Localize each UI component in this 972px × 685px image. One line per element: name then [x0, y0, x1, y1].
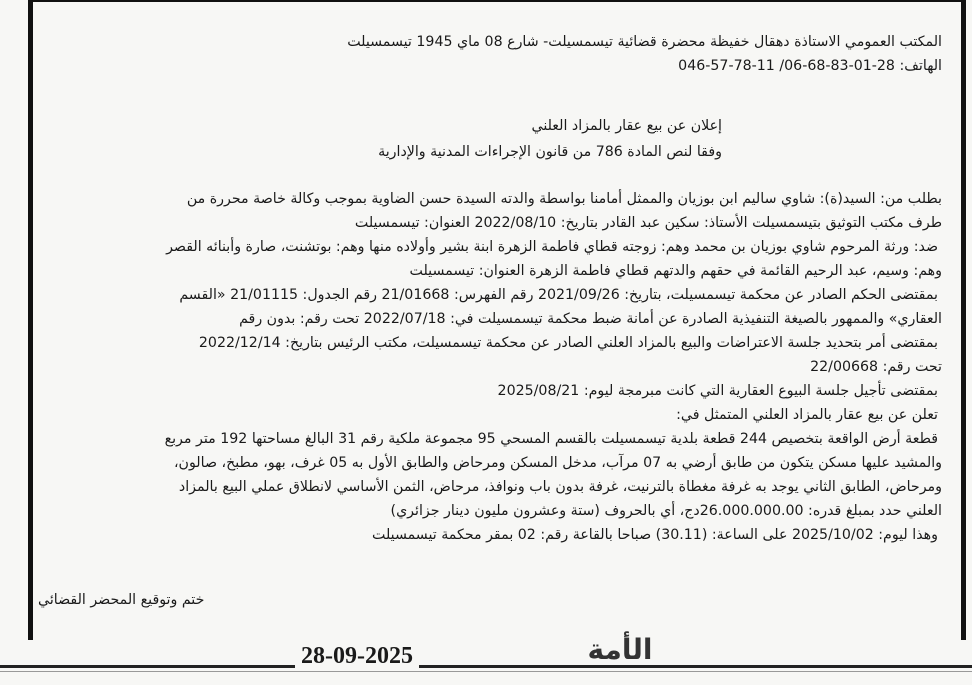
logo-text: الأمة [587, 632, 653, 666]
notice-title [378, 113, 722, 165]
body-line: العقاري» والممهور بالصيغة التنفيذية الصادرة عن أمانة ضبط محكمة تيسمسيلت في: 2022/07/18 تحت رقم: بدون رقم [239, 311, 942, 327]
body-line: وهم: وسيم، عبد الرحيم القائمة في حقهم والدتهم قطاي فاطمة الزهرة العنوان: تيسمسيلت [409, 263, 942, 279]
body-line: طرف مكتب التوثيق بتيسمسيلت الأستاذ: سكين عبد القادر بتاريخ: 2022/08/10 العنوان: تيسمسيلت [354, 215, 942, 231]
body-line: بمقتضى أمر بتحديد جلسة الاعتراضات والبيع بالمزاد العلني الصادر عن محكمة تيسمسيلت، مكتب الرئيس بتاريخ: 2022/12/14 [198, 335, 938, 351]
newspaper-logo [560, 634, 680, 664]
body-line: بمقتضى تأجيل جلسة البيوع العقارية التي كانت مبرمجة ليوم: 2025/08/21 [497, 383, 938, 399]
phone-label: الهاتف: [899, 58, 942, 74]
footer-rule [0, 665, 972, 668]
office-address: المكتب العمومي الاستاذة دهقال خفيظة محضرة قضائية تيسمسيلت- شارع 08 ماي 1945 تيسمسيلت [347, 34, 942, 50]
phone-numbers: 28-01-83-68-06/ 11-78-57-046 [678, 58, 895, 74]
notice-body [10, 187, 942, 547]
body-line: وهذا ليوم: 2025/10/02 على الساعة: (30.11) صباحا بالقاعة رقم: 02 بمقر محكمة تيسمسيلت [372, 527, 938, 543]
body-line: ومرحاض، الطابق الثاني يوجد به غرفة مغطاة بالترنيت، غرفة بدون باب ونوافذ، مرحاض، الثمن الأساسي لانطلاق عملي البيع بالمزاد [178, 479, 942, 495]
signature-line: ختم وتوقيع المحضر القضائي [38, 592, 205, 608]
body-line: ضد: ورثة المرحوم شاوي بوزيان بن محمد وهم: زوجته قطاي فاطمة الزهرة ابنة بشير وأولاده منها وهم: بوتشنت، صارة وأبنائه القصر [166, 239, 938, 255]
body-line: قطعة أرض الواقعة بتخصيص 244 قطعة بلدية تيسمسيلت بالقسم المسحي 95 مجموعة ملكية رقم 31 البالغ مساحتها 192 متر مربع [164, 431, 938, 447]
body-line: بمقتضى الحكم الصادر عن محكمة تيسمسيلت، بتاريخ: 2021/09/26 رقم الفهرس: 21/01668 رقم الجدول: 21/01115 «القسم [179, 287, 938, 303]
footer-rule-thin [0, 671, 972, 672]
phone-line [347, 54, 942, 78]
body-line: تحت رقم: 22/00668 [810, 359, 942, 375]
body-line: تعلن عن بيع عقار بالمزاد العلني المتمثل في: [676, 407, 938, 423]
title-line-1: إعلان عن بيع عقار بالمزاد العلني [531, 118, 722, 134]
notice-header [347, 30, 942, 78]
body-line: والمشيد عليها مسكن يتكون من طابق أرضي به 07 مرآب، مدخل المسكن ومرحاض والطابق الأول به 05 غرف، بهو، مطبخ، صالون، [173, 455, 942, 471]
body-line: بطلب من: السيد(ة): شاوي ساليم ابن بوزيان والممثل أمامنا بواسطة والدته السيدة حسن الضاوية بموجب وكالة خاصة محررة من [186, 191, 942, 207]
body-line: العلني حدد بمبلغ قدره: 26.000.000.00دج، أي بالحروف (ستة وعشرون مليون دينار جزائري) [390, 503, 942, 519]
publication-date: 28-09-2025 [295, 643, 419, 670]
title-line-2: وفقا لنص المادة 786 من قانون الإجراءات المدنية والإدارية [378, 144, 722, 160]
